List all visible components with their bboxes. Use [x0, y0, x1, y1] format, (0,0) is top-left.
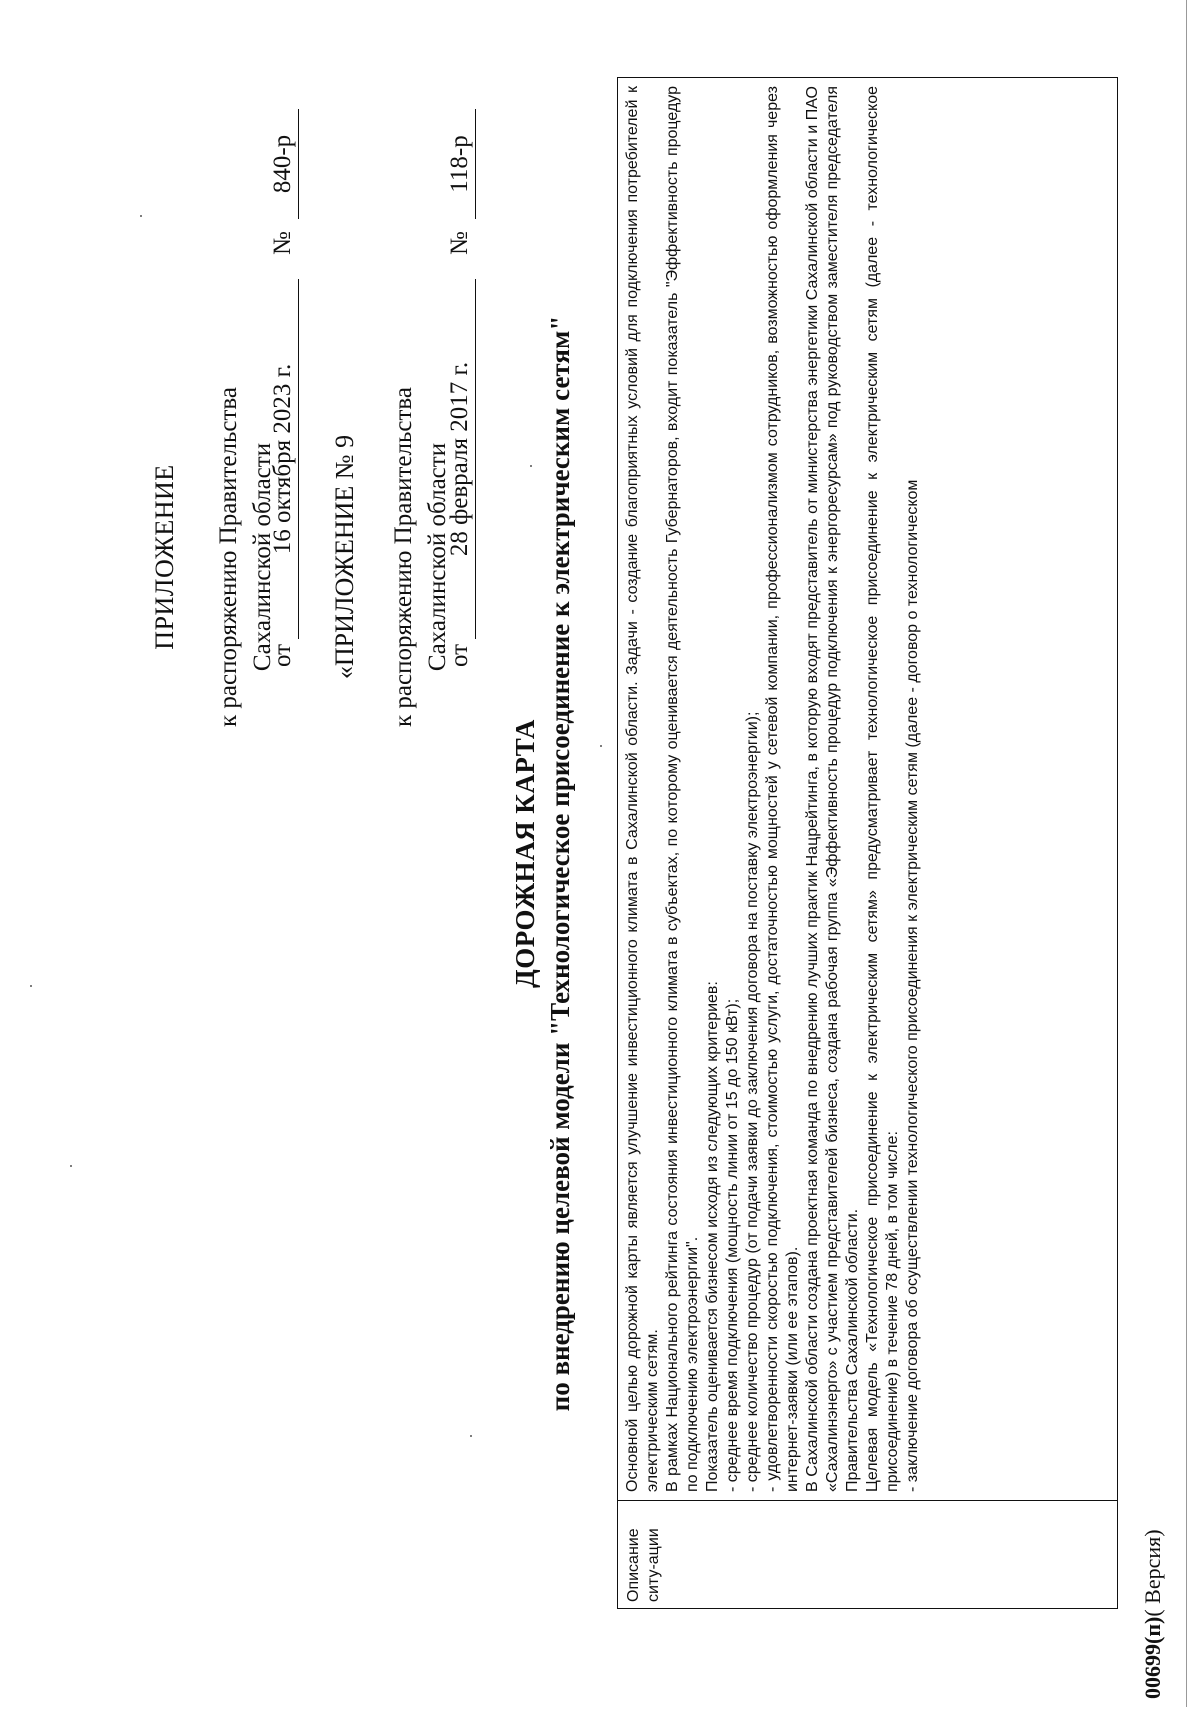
- situation-paragraph: - заключение договора об осуществлении технологического присоединения к электрическим сетям (далее - договор о технологическом: [904, 479, 921, 1492]
- annex-number-sign: №: [446, 231, 473, 255]
- annex-date: 28 февраля 2017 г.: [445, 279, 476, 639]
- situation-paragraph: - среднее количество процедур (от подачи заявки до заключения договора на поставку электроэнергии);: [744, 711, 761, 1492]
- situation-paragraph: В Сахалинской области создана проектная команда по внедрению лучших практик Нацрейтинга, в которую входят представитель от министерства энергетики Сахалинской области и ПАО «Сахалинэнерго» с участием представителей бизнеса, создана рабочая группа «Эффективность процедур подключения к энергоресурсам» под руководством заместителя председателя Правительства Сахалинской области.: [804, 86, 861, 1492]
- situation-paragraph: Целевая модель «Технологическое присоединение к электрическим сетям» предусматривает технологическое присоединение к электрическим сетям (далее - технологическое присоединение) в течение 78 дней, в том числе:: [864, 86, 901, 1492]
- situation-paragraph: - среднее время подключения (мощность линии от 15 до 150 кВт);: [724, 998, 741, 1492]
- document-subtitle: по внедрению целевой модели "Технологическое присоединение к электрическим сетям": [545, 315, 575, 1412]
- approval-date: 16 октября 2023 г.: [268, 279, 299, 639]
- approval-number-sign: №: [269, 231, 296, 255]
- document-title: ДОРОЖНАЯ КАРТА: [510, 719, 540, 988]
- approval-heading: ПРИЛОЖЕНИЕ: [150, 464, 179, 650]
- document-footer: [1140, 1529, 1166, 1699]
- annex-number: 118-р: [445, 109, 476, 219]
- scan-speck: [30, 985, 32, 987]
- document-code: 00699(п): [1140, 1616, 1165, 1699]
- approval-region: Сахалинской области: [249, 442, 276, 672]
- approval-from-word: от: [269, 643, 296, 667]
- scan-speck: [70, 1165, 72, 1167]
- approval-reference-line: [268, 7, 302, 667]
- situation-label-cell: [618, 1500, 1117, 1608]
- scan-speck: [530, 465, 532, 467]
- annex-heading: «ПРИЛОЖЕНИЕ № 9: [330, 434, 359, 680]
- situation-paragraph: Показатель оценивается бизнесом исходя из следующих критериев:: [704, 981, 721, 1492]
- document-version: ( Версия): [1140, 1529, 1165, 1617]
- situation-paragraph: Основной целью дорожной карты является улучшение инвестиционного климата в Сахалинской области. Задачи - создание благоприятных условий для подключения потребителей к электрическим сетям.: [624, 86, 661, 1492]
- annex-region: Сахалинской области: [424, 442, 451, 672]
- annex-from-word: от: [446, 643, 473, 667]
- annex-to-order: к распоряжению Правительства: [390, 387, 417, 728]
- scan-speck: [140, 215, 142, 217]
- approval-to-order: к распоряжению Правительства: [215, 387, 242, 728]
- situation-text-cell: [618, 78, 1117, 1500]
- annex-reference-line: [445, 7, 479, 667]
- scan-speck: [470, 1435, 472, 1437]
- scan-speck: [600, 745, 602, 747]
- situation-label: Описание ситу-ации: [625, 1528, 662, 1602]
- situation-paragraph: В рамках Национального рейтинга состояния инвестиционного климата в субъектах, по которому оценивается деятельность Губернаторов, входит показатель "Эффективность процедур по подключению электроэнергии".: [664, 86, 701, 1492]
- situation-paragraph: - удовлетворенности скоростью подключения, стоимостью услуги, достаточностью мощностей у сетевой компании, профессионализмом сотрудников, возможностью оформления через интернет-заявки (или ее этапов).: [764, 86, 801, 1492]
- situation-table: [617, 77, 1118, 1609]
- approval-number: 840-р: [268, 109, 299, 219]
- scan-edge-line: [1186, 0, 1187, 1707]
